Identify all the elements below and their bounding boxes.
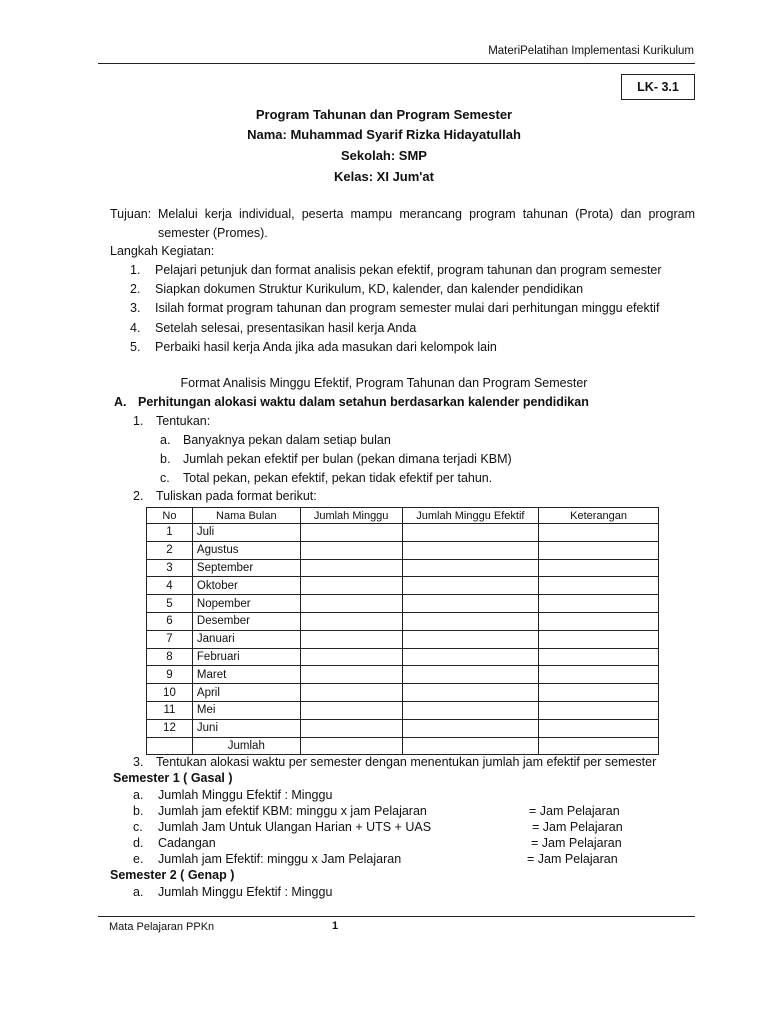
row-month: Juni [192, 719, 300, 737]
row-weeks-cell [300, 719, 402, 737]
row-weeks-cell [300, 577, 402, 595]
sem-equals: = Jam Pelajaran [529, 804, 620, 818]
sem-text: Jumlah jam efektif KBM: minggu x jam Pelajaran [158, 804, 427, 818]
sem-text: Cadangan [158, 836, 216, 850]
row-weeks-cell [300, 595, 402, 613]
sem-text: Jumlah Minggu Efektif : Minggu [158, 885, 333, 899]
row-notes-cell [539, 630, 659, 648]
row-number: 3 [147, 559, 193, 577]
row-weeks-cell [300, 524, 402, 542]
tujuan-line-1: Melalui kerja individual, peserta mampu merancang program tahunan (Prota) dan program [158, 207, 695, 221]
row-weeks-cell [300, 559, 402, 577]
row-month: Februari [192, 648, 300, 666]
section-a-letter: A. [114, 395, 127, 409]
list-item [133, 819, 653, 835]
row-effective-cell [402, 612, 539, 630]
table-header-row [147, 508, 659, 524]
step-number: 3. [130, 301, 141, 316]
table-total-row [147, 737, 659, 755]
header-effective-weeks: Jumlah Minggu Efektif [402, 508, 539, 524]
row-effective-cell [402, 577, 539, 595]
row-notes-cell [539, 524, 659, 542]
row-notes-cell [539, 559, 659, 577]
table-row [147, 595, 659, 613]
row-effective-cell [402, 648, 539, 666]
school-name: Sekolah: SMP [341, 148, 427, 163]
sub-letter: c. [160, 471, 170, 485]
row-notes-cell [539, 684, 659, 702]
row-month: Juli [192, 524, 300, 542]
footer-rule [98, 916, 695, 917]
sem-text: Jumlah Jam Untuk Ulangan Harian + UTS + UAS [158, 820, 432, 834]
header-rule [98, 63, 695, 64]
row-month: Mei [192, 701, 300, 719]
sem-equals: = Jam Pelajaran [532, 820, 623, 834]
list-item [130, 319, 662, 338]
row-effective-cell [402, 595, 539, 613]
row-notes-cell [539, 541, 659, 559]
langkah-list [130, 261, 662, 357]
tujuan-label: Tujuan: [110, 207, 152, 221]
row-month: Agustus [192, 541, 300, 559]
row-weeks-cell [300, 541, 402, 559]
row-effective-cell [402, 719, 539, 737]
row-number: 5 [147, 595, 193, 613]
footer-subject: Mata Pelajaran PPKn [109, 921, 215, 933]
table-row [147, 612, 659, 630]
list-item [160, 450, 512, 469]
row-weeks-cell [300, 648, 402, 666]
row-month: April [192, 684, 300, 702]
effective-weeks-table [146, 507, 659, 755]
row-effective-cell [402, 666, 539, 684]
semester-1-list [133, 787, 653, 867]
row-notes-cell [539, 577, 659, 595]
sem-letter: a. [133, 788, 144, 802]
row-month: Oktober [192, 577, 300, 595]
sem-letter: d. [133, 836, 144, 850]
row-number: 11 [147, 701, 193, 719]
row-number: 8 [147, 648, 193, 666]
list-item [130, 338, 662, 357]
row-weeks-cell [300, 612, 402, 630]
total-label: Jumlah [192, 737, 300, 755]
step-text: Perbaiki hasil kerja Anda jika ada masukan dari kelompok lain [155, 339, 497, 354]
langkah-label: Langkah Kegiatan: [110, 244, 215, 258]
total-effective-cell [402, 737, 539, 755]
list-item [133, 884, 653, 900]
sem-equals: = Jam Pelajaran [527, 852, 618, 866]
step-text: Siapkan dokumen Struktur Kurikulum, KD, kalender, dan kalender pendidikan [155, 282, 584, 297]
header-notes: Keterangan [539, 508, 659, 524]
table-row [147, 648, 659, 666]
tentukan-sublist [160, 431, 512, 488]
row-notes-cell [539, 612, 659, 630]
semester-2-title: Semester 2 ( Genap ) [110, 868, 235, 882]
table-row [147, 719, 659, 737]
worksheet-badge: LK- 3.1 [621, 74, 695, 100]
total-empty-cell [147, 737, 193, 755]
row-effective-cell [402, 524, 539, 542]
row-notes-cell [539, 666, 659, 684]
semester-2-list [133, 884, 653, 900]
row-month: Maret [192, 666, 300, 684]
sem-text: Jumlah jam Efektif: minggu x Jam Pelajaran [158, 852, 402, 866]
sub-text: Jumlah pekan efektif per bulan (pekan dimana terjadi KBM) [183, 452, 512, 466]
row-number: 2 [147, 541, 193, 559]
row-number: 7 [147, 630, 193, 648]
row-effective-cell [402, 684, 539, 702]
sub-text: Total pekan, pekan efektif, pekan tidak efektif per tahun. [183, 471, 493, 485]
item-2-number: 2. [133, 489, 144, 503]
table-row [147, 630, 659, 648]
item-1-text: Tentukan: [156, 414, 211, 428]
sem-letter: a. [133, 885, 144, 899]
header-month: Nama Bulan [192, 508, 300, 524]
item-3-number: 3. [133, 755, 144, 769]
row-month: Januari [192, 630, 300, 648]
total-notes-cell [539, 737, 659, 755]
step-number: 5. [130, 339, 141, 354]
item-1-number: 1. [133, 414, 144, 428]
step-text: Setelah selesai, presentasikan hasil kerja Anda [155, 320, 417, 335]
page-number: 1 [332, 920, 339, 932]
table-row [147, 666, 659, 684]
running-header: MateriPelatihan Implementasi Kurikulum [488, 45, 694, 57]
sub-text: Banyaknya pekan dalam setiap bulan [183, 433, 391, 447]
row-notes-cell [539, 648, 659, 666]
class-name: Kelas: XI Jum'at [334, 169, 434, 184]
row-month: Nopember [192, 595, 300, 613]
row-number: 12 [147, 719, 193, 737]
table-row [147, 684, 659, 702]
list-item [133, 835, 653, 851]
row-effective-cell [402, 559, 539, 577]
row-weeks-cell [300, 666, 402, 684]
row-number: 9 [147, 666, 193, 684]
row-notes-cell [539, 701, 659, 719]
list-item [160, 431, 512, 450]
row-weeks-cell [300, 684, 402, 702]
row-notes-cell [539, 595, 659, 613]
list-item [130, 280, 662, 299]
tujuan-line-2: semester (Promes). [158, 226, 268, 240]
step-text: Isilah format program tahunan dan program semester mulai dari perhitungan minggu efektif [155, 301, 660, 316]
table-row [147, 577, 659, 595]
row-number: 1 [147, 524, 193, 542]
row-notes-cell [539, 719, 659, 737]
row-effective-cell [402, 541, 539, 559]
list-item [133, 803, 653, 819]
item-2-text: Tuliskan pada format berikut: [156, 489, 317, 503]
table-row [147, 559, 659, 577]
step-number: 2. [130, 282, 141, 297]
table-row [147, 541, 659, 559]
row-number: 10 [147, 684, 193, 702]
list-item [133, 851, 653, 867]
format-title: Format Analisis Minggu Efektif, Program Tahunan dan Program Semester [180, 376, 588, 390]
sem-text: Jumlah Minggu Efektif : Minggu [158, 788, 333, 802]
row-effective-cell [402, 630, 539, 648]
header-no: No [147, 508, 193, 524]
table-row [147, 701, 659, 719]
row-month: September [192, 559, 300, 577]
semester-1-title: Semester 1 ( Gasal ) [113, 771, 233, 785]
list-item [160, 469, 512, 488]
row-effective-cell [402, 701, 539, 719]
sem-letter: c. [133, 820, 143, 834]
header-weeks: Jumlah Minggu [300, 508, 402, 524]
section-a-heading: Perhitungan alokasi waktu dalam setahun berdasarkan kalender pendidikan [138, 395, 589, 409]
row-weeks-cell [300, 701, 402, 719]
item-3-text: Tentukan alokasi waktu per semester dengan menentukan jumlah jam efektif per semester [156, 755, 657, 769]
total-weeks-cell [300, 737, 402, 755]
sem-equals: = Jam Pelajaran [531, 836, 622, 850]
document-title: Program Tahunan dan Program Semester [255, 107, 513, 122]
list-item [130, 261, 662, 280]
sub-letter: b. [160, 452, 171, 466]
sem-letter: b. [133, 804, 144, 818]
row-number: 6 [147, 612, 193, 630]
sub-letter: a. [160, 433, 171, 447]
row-number: 4 [147, 577, 193, 595]
step-number: 1. [130, 263, 141, 277]
table-row [147, 524, 659, 542]
author-name: Nama: Muhammad Syarif Rizka Hidayatullah [247, 127, 521, 142]
list-item [133, 787, 653, 803]
step-text: Pelajari petunjuk dan format analisis pekan efektif, program tahunan dan program semester [155, 263, 662, 277]
sem-letter: e. [133, 852, 144, 866]
step-number: 4. [130, 320, 141, 335]
row-weeks-cell [300, 630, 402, 648]
list-item [130, 299, 662, 318]
row-month: Desember [192, 612, 300, 630]
